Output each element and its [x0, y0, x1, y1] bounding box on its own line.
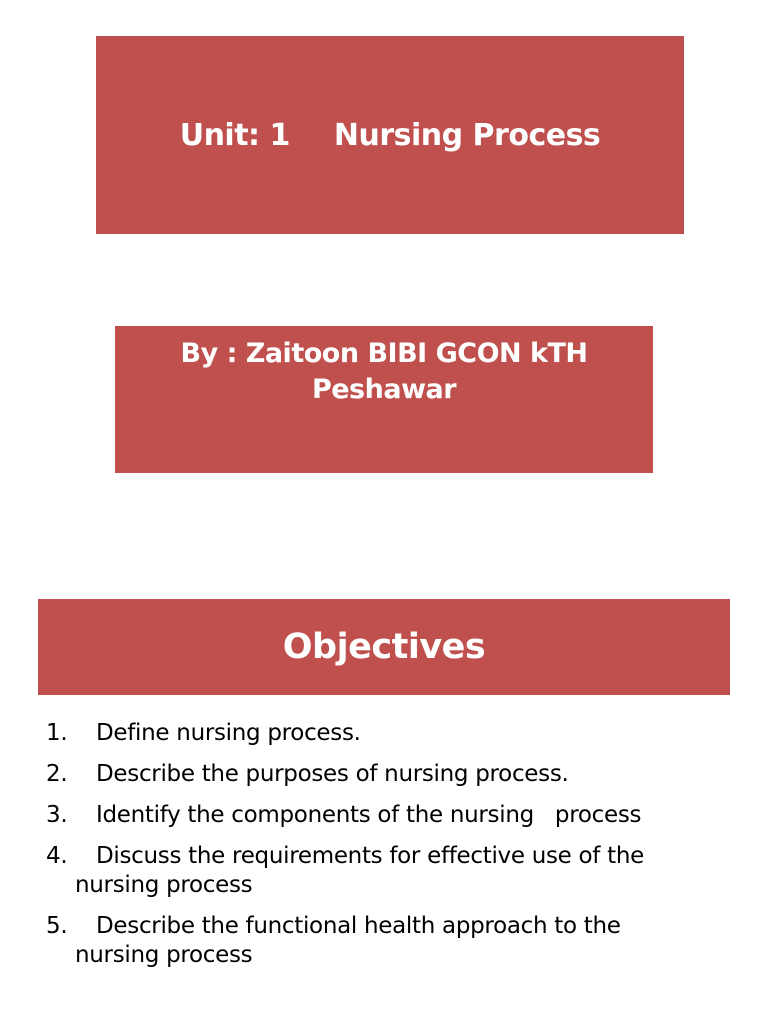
objective-item [46, 909, 746, 973]
objective-item [46, 839, 746, 903]
objective-number: 2. [46, 761, 68, 787]
objective-number: 5. [46, 913, 68, 939]
author-line-1: By : Zaitoon BIBI GCON kTH [180, 338, 588, 369]
objective-text-continued: nursing process [75, 942, 253, 968]
author-line-2: Peshawar [311, 374, 457, 405]
unit-topic: Nursing Process [333, 117, 601, 153]
unit-label: Unit: 1 [179, 117, 290, 153]
objectives-heading: Objectives [282, 627, 486, 667]
title-box [96, 36, 684, 234]
objective-item [46, 716, 746, 751]
objective-number: 1. [46, 720, 68, 746]
objective-item [46, 757, 746, 792]
objective-text: Describe the purposes of nursing process. [96, 761, 569, 787]
objective-number: 4. [46, 843, 68, 869]
author-box [115, 326, 653, 473]
objective-number: 3. [46, 802, 68, 828]
objective-text-continued: nursing process [75, 872, 253, 898]
objective-text: Describe the functional health approach to the [96, 913, 621, 939]
objective-item [46, 798, 746, 833]
objectives-list [46, 716, 746, 979]
objective-text: Define nursing process. [96, 720, 361, 746]
objectives-heading-box [38, 599, 730, 695]
objective-text: Discuss the requirements for effective use of the [96, 843, 644, 869]
objective-text: Identify the components of the nursing process [96, 802, 642, 828]
